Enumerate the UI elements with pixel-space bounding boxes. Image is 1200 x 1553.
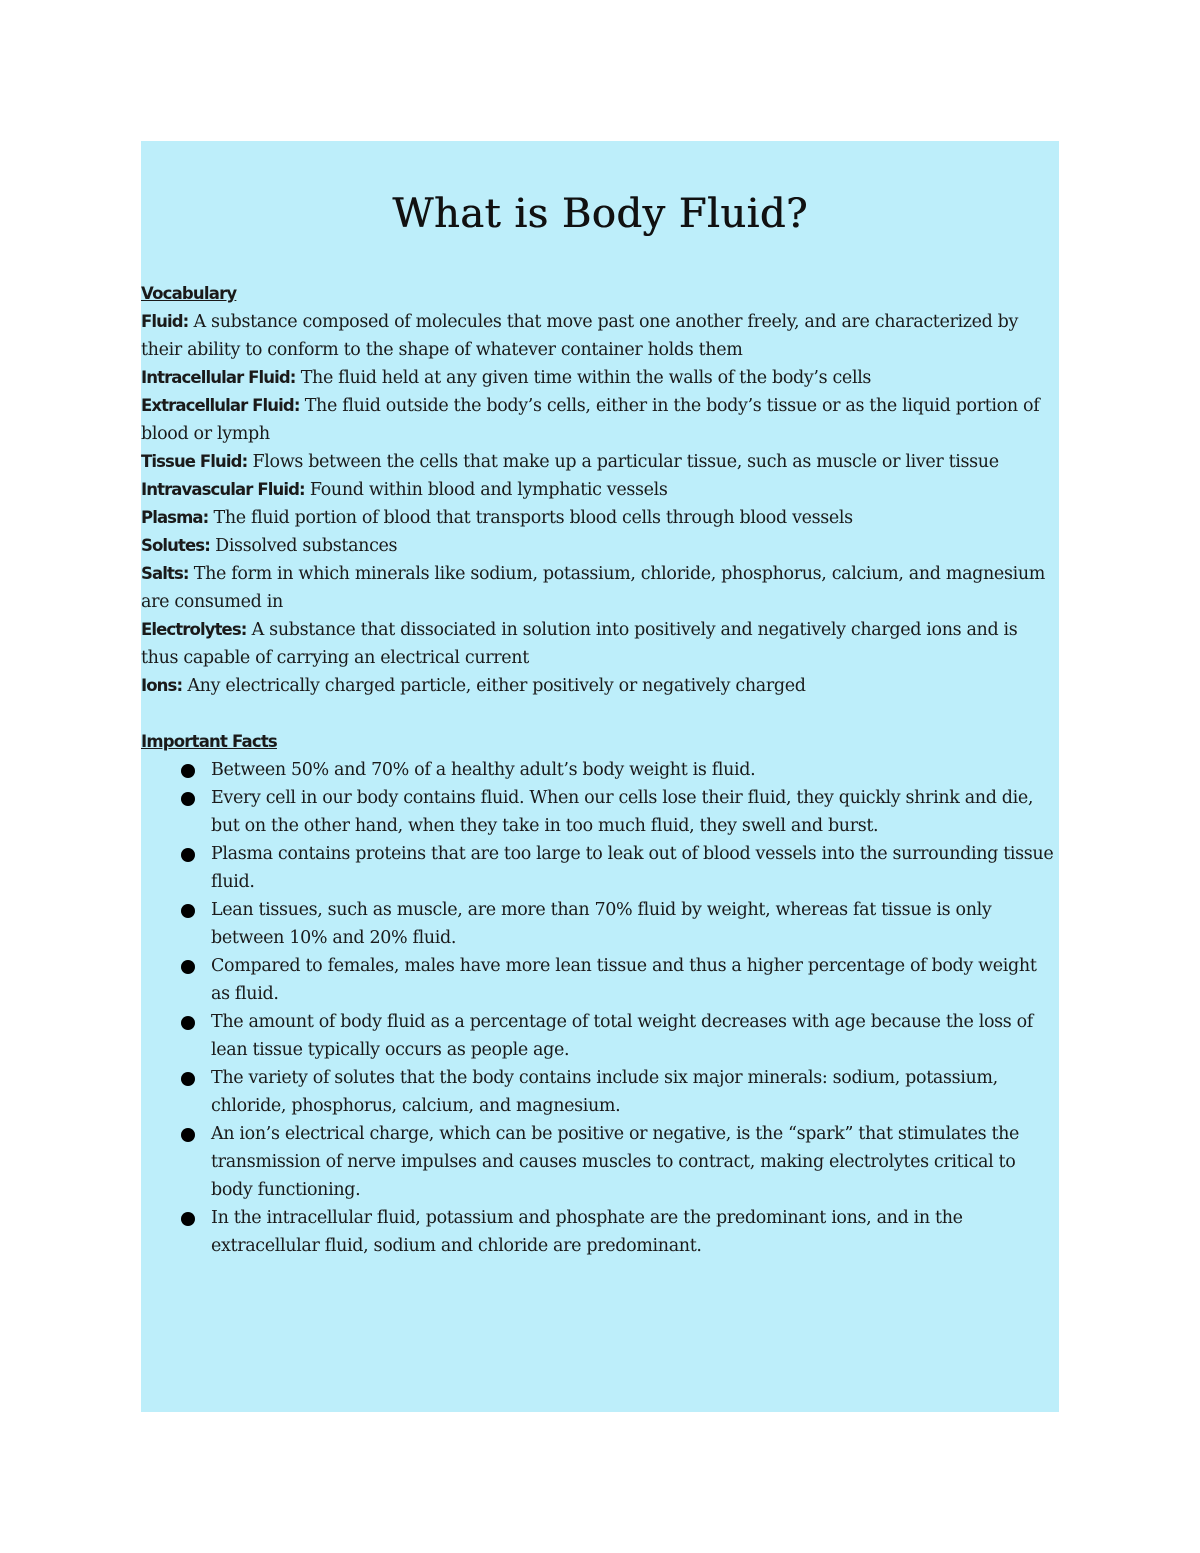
bullet-icon <box>181 1016 195 1030</box>
fact-text: Compared to females, males have more lean tissue and thus a higher percentage of body weight as fluid. <box>211 956 1037 1004</box>
bullet-icon <box>181 1072 195 1086</box>
fact-item <box>141 1008 1059 1064</box>
vocab-term: Intravascular Fluid: <box>141 480 305 499</box>
fact-text: Every cell in our body contains fluid. When our cells lose their fluid, they quickly shrink and die, but on the other hand, when they take in too much fluid, they swell and burst. <box>211 788 1034 836</box>
vocab-entry <box>141 504 1059 532</box>
section-spacer <box>141 700 1059 728</box>
vocab-entry <box>141 364 1059 392</box>
vocabulary-list <box>141 308 1059 700</box>
vocab-definition: The fluid held at any given time within the walls of the body’s cells <box>295 368 872 388</box>
fact-text: The variety of solutes that the body contains include six major minerals: sodium, potassium, chloride, phosphorus, calcium, and magnesium. <box>211 1068 998 1116</box>
vocab-definition: Found within blood and lymphatic vessels <box>304 480 668 500</box>
vocab-entry <box>141 616 1059 672</box>
vocab-term: Electrolytes: <box>141 620 247 639</box>
fact-item <box>141 952 1059 1008</box>
fact-text: The amount of body fluid as a percentage of total weight decreases with age because the loss of lean tissue typically occurs as people age. <box>211 1012 1033 1060</box>
vocab-definition: The fluid outside the body’s cells, either in the body’s tissue or as the liquid portion of blood or lymph <box>141 396 1040 444</box>
fact-item <box>141 1120 1059 1204</box>
bullet-icon <box>181 904 195 918</box>
vocab-entry <box>141 448 1059 476</box>
vocab-term: Tissue Fluid: <box>141 452 248 471</box>
vocab-definition: A substance that dissociated in solution into positively and negatively charged ions and is thus capable of carrying an electrical current <box>141 620 1018 668</box>
fact-text: Between 50% and 70% of a healthy adult’s body weight is fluid. <box>211 760 756 780</box>
fact-text: Plasma contains proteins that are too large to leak out of blood vessels into the surrounding tissue fluid. <box>211 844 1054 892</box>
bullet-icon <box>181 1128 195 1142</box>
vocab-term: Ions: <box>141 676 183 695</box>
vocab-definition: The form in which minerals like sodium, potassium, chloride, phosphorus, calcium, and magnesium are consumed in <box>141 564 1045 612</box>
fact-item <box>141 784 1059 840</box>
vocab-term: Plasma: <box>141 508 209 527</box>
vocab-definition: The fluid portion of blood that transports blood cells through blood vessels <box>208 508 853 528</box>
vocab-entry <box>141 308 1059 364</box>
fact-item <box>141 1204 1059 1260</box>
fact-text: An ion’s electrical charge, which can be positive or negative, is the “spark” that stimulates the transmission of nerve impulses and causes muscles to contract, making electrolytes critical to body functioning. <box>211 1124 1020 1200</box>
vocab-term: Fluid: <box>141 312 189 331</box>
vocab-entry <box>141 392 1059 448</box>
bullet-icon <box>181 792 195 806</box>
vocab-definition: Any electrically charged particle, either positively or negatively charged <box>182 676 806 696</box>
vocab-term: Intracellular Fluid: <box>141 368 296 387</box>
important-facts-heading: Important Facts <box>141 732 277 751</box>
facts-list <box>141 756 1059 1260</box>
vocab-entry <box>141 476 1059 504</box>
page-title: What is Body Fluid? <box>392 191 808 237</box>
vocab-definition: A substance composed of molecules that move past one another freely, and are characterized by their ability to conform to the shape of whatever container holds them <box>141 312 1019 360</box>
fact-item <box>141 840 1059 896</box>
vocab-definition: Flows between the cells that make up a particular tissue, such as muscle or liver tissue <box>247 452 999 472</box>
fact-item <box>141 896 1059 952</box>
bullet-icon <box>181 960 195 974</box>
fact-text: In the intracellular fluid, potassium and phosphate are the predominant ions, and in the extracellular fluid, sodium and chloride are predominant. <box>211 1208 963 1256</box>
vocab-definition: Dissolved substances <box>209 536 398 556</box>
bullet-icon <box>181 1212 195 1226</box>
vocab-entry <box>141 560 1059 616</box>
bullet-icon <box>181 764 195 778</box>
bullet-icon <box>181 848 195 862</box>
vocab-entry <box>141 532 1059 560</box>
vocab-term: Extracellular Fluid: <box>141 396 300 415</box>
fact-item <box>141 756 1059 784</box>
fact-item <box>141 1064 1059 1120</box>
vocabulary-heading: Vocabulary <box>141 284 237 303</box>
fact-text: Lean tissues, such as muscle, are more than 70% fluid by weight, whereas fat tissue is only between 10% and 20% fluid. <box>211 900 992 948</box>
document-body <box>141 280 1059 1260</box>
vocab-term: Salts: <box>141 564 189 583</box>
vocab-term: Solutes: <box>141 536 210 555</box>
vocab-entry <box>141 672 1059 700</box>
